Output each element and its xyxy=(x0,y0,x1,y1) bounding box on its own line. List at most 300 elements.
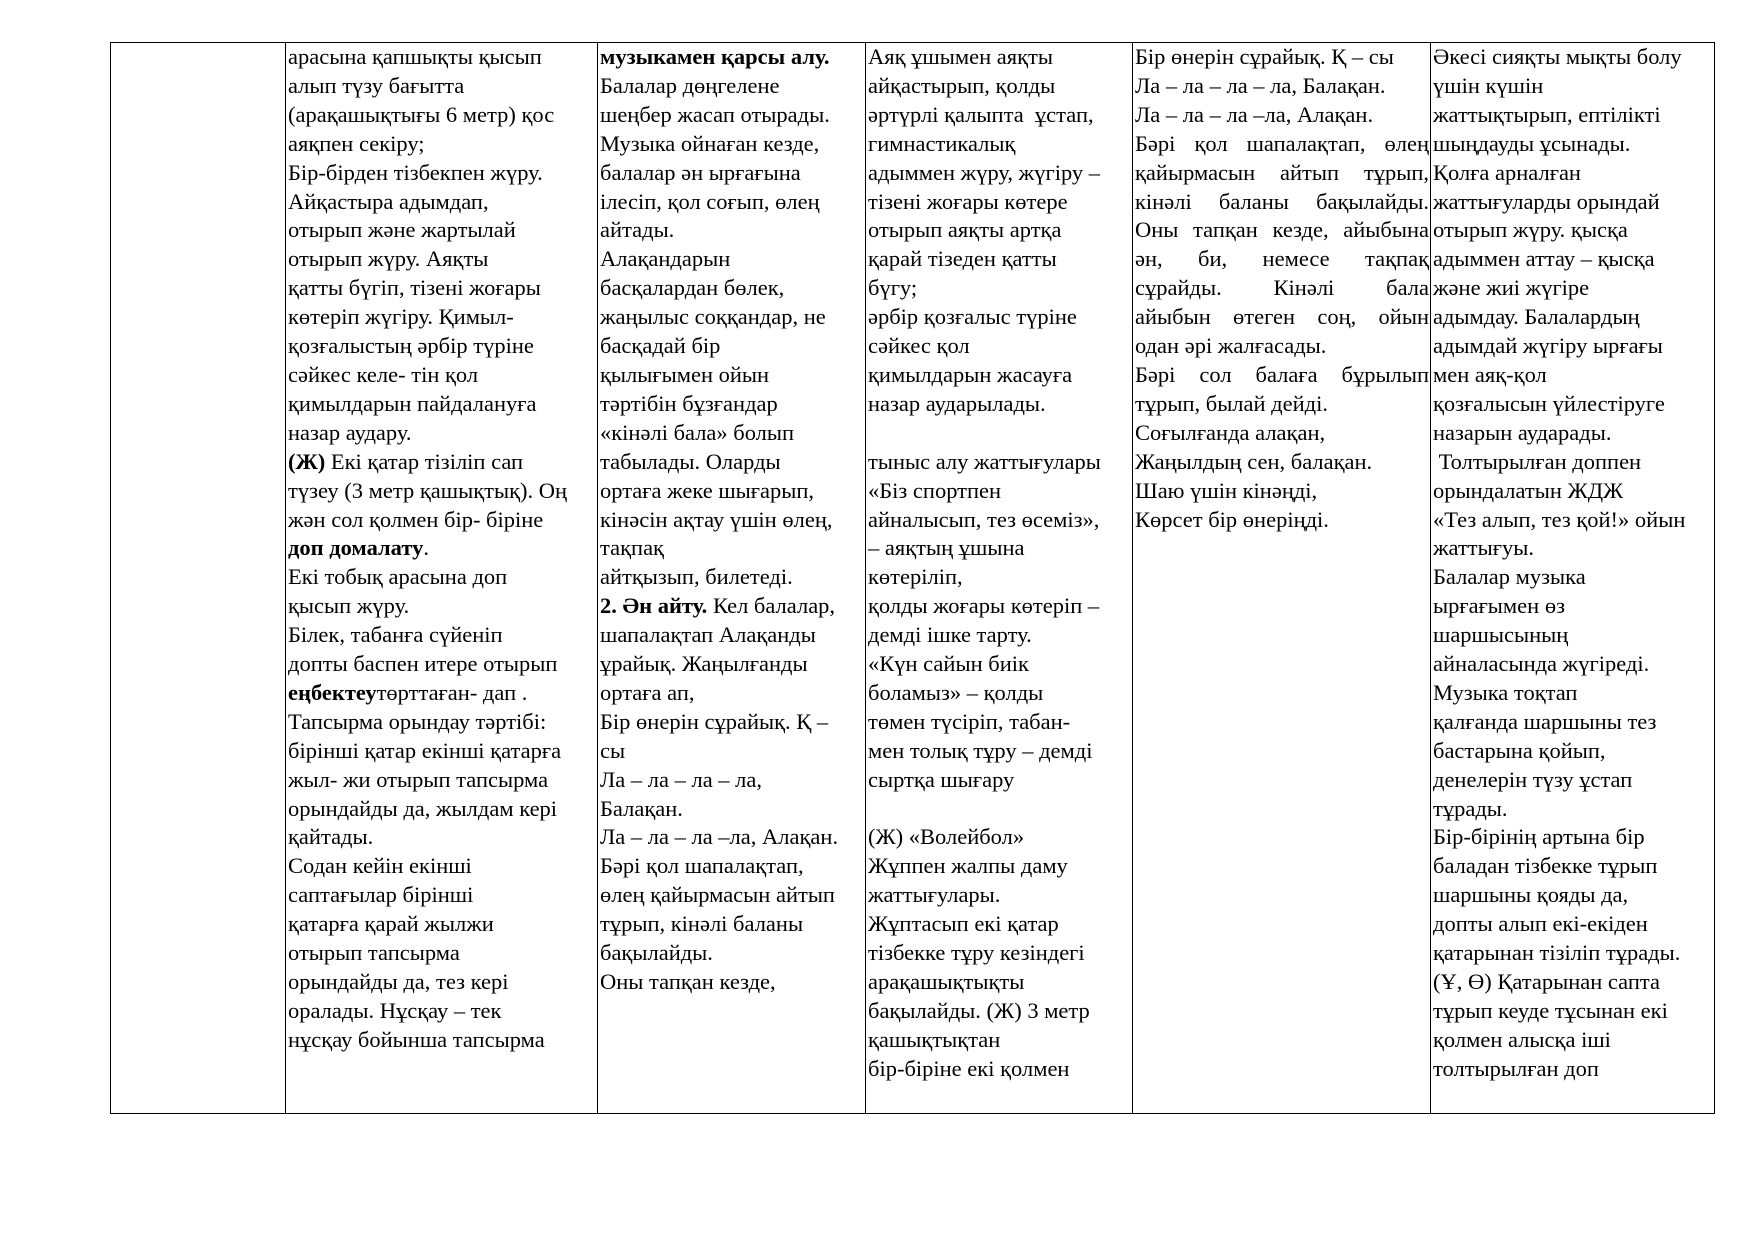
cell-text-line xyxy=(1433,852,1713,881)
cell-text-line xyxy=(868,1026,1131,1055)
cell-text-line xyxy=(600,534,864,563)
cell-text-line xyxy=(288,1026,596,1055)
text: орындайды да, тез кері xyxy=(288,969,509,994)
text: одан әрі жалғасады. xyxy=(1135,333,1327,359)
text: Балалар музыка xyxy=(1433,564,1586,590)
text: табылады. Оларды xyxy=(600,448,781,474)
text: отырып жүру. Аяқты xyxy=(288,246,489,272)
text: Бәрі сол балаға бұрылып xyxy=(1135,361,1429,387)
cell-text-line xyxy=(868,939,1131,968)
text: адыммен аттау – қысқа xyxy=(1433,246,1655,272)
text: шапалақтап Алақанды xyxy=(600,622,816,648)
cell-text-line xyxy=(1433,419,1713,448)
text: Аяқ ұшымен аяқты xyxy=(868,44,1053,69)
text: отырып және жартылай xyxy=(288,217,516,243)
cell-text-line xyxy=(1433,477,1713,506)
cell-text-line xyxy=(600,448,864,477)
cell-text-line xyxy=(868,795,1131,824)
text: Ла – ла – ла – ла, xyxy=(600,766,763,792)
cell-text-line xyxy=(868,303,1131,332)
text: Бәрі қол шапалақтап, өлең xyxy=(1135,130,1429,156)
cell-text-line xyxy=(868,708,1131,737)
text: қылығымен ойын xyxy=(600,361,770,387)
cell-text-line xyxy=(288,303,596,332)
cell-text-line xyxy=(868,332,1131,361)
text: Әкесі сияқты мықты болу xyxy=(1433,44,1682,69)
text: жаттықтырып, ептілікті xyxy=(1433,101,1661,127)
cell-text-line xyxy=(1135,43,1429,72)
text: бірінші қатар екінші қатарға xyxy=(288,737,562,763)
cell-text-line xyxy=(868,823,1131,852)
cell-text-line xyxy=(288,216,596,245)
text: «Тез алып, тез қой!» ойын xyxy=(1433,506,1686,532)
cell-text-line xyxy=(1433,881,1713,910)
text: жән сол қолмен бір- біріне xyxy=(288,506,544,532)
text: тұрып кеуде тұсынан екі xyxy=(1433,997,1668,1023)
text: қайтады. xyxy=(288,824,374,850)
text: қайырмасын айтып тұрып, xyxy=(1135,159,1429,185)
text: адымдай жүгіру ырғағы xyxy=(1433,333,1663,359)
cell-text-line xyxy=(600,939,864,968)
cell-text-line xyxy=(600,650,864,679)
text: Бір өнерін сұрайық. Қ – сы xyxy=(1135,44,1394,69)
text: (арақашықтығы 6 метр) қос xyxy=(288,101,555,127)
cell-text-line xyxy=(288,101,596,130)
text: тізбекке тұру кезіндегі xyxy=(868,940,1085,966)
cell-text-line xyxy=(1135,274,1429,303)
text: қозғалысын үйлестіруге xyxy=(1433,390,1665,416)
text: Ла – ла – ла –ла, Алақан. xyxy=(1135,101,1374,127)
table-cell-col-5 xyxy=(1133,43,1431,1114)
cell-text-line xyxy=(1135,303,1429,332)
cell-text-line xyxy=(868,534,1131,563)
text: қысып жүру. xyxy=(288,593,410,619)
text: шеңбер жасап отырады. xyxy=(600,101,830,127)
text: қарай тізеден қатты xyxy=(868,246,1057,272)
table-cell-col-3 xyxy=(598,43,866,1114)
cell-text-line xyxy=(288,766,596,795)
cell-text-line xyxy=(868,448,1131,477)
cell-text-line xyxy=(288,72,596,101)
text: тұрады. xyxy=(1433,795,1508,821)
cell-text-line xyxy=(288,881,596,910)
text: Жұппен жалпы даму xyxy=(868,853,1068,879)
cell-text-line xyxy=(600,506,864,535)
cell-text-line xyxy=(600,130,864,159)
text: кінәсін ақтау үшін өлең, xyxy=(600,506,833,532)
cell-text-line xyxy=(1433,1055,1713,1084)
cell-text-line xyxy=(868,737,1131,766)
cell-text-line xyxy=(1433,823,1713,852)
text: жаттығулары. xyxy=(868,882,1001,908)
cell-text-line xyxy=(868,72,1131,101)
cell-text-line xyxy=(868,592,1131,621)
cell-text-line xyxy=(868,216,1131,245)
cell-text-line xyxy=(600,245,864,274)
text: саптағылар бірінші xyxy=(288,882,474,908)
text: Бәрі қол шапалақтап, xyxy=(600,853,804,879)
text: бір-біріне екі қолмен xyxy=(868,1055,1070,1081)
text: адымдау. Балалардың xyxy=(1433,304,1640,330)
lesson-plan-table xyxy=(110,42,1715,1114)
cell-text-line xyxy=(1433,390,1713,419)
cell-text-line xyxy=(600,72,864,101)
text: сыртқа шығару xyxy=(868,766,1015,792)
text: отырып тапсырма xyxy=(288,940,460,966)
cell-text-line xyxy=(1433,188,1713,217)
cell-text-line xyxy=(1433,621,1713,650)
cell-text-line xyxy=(288,274,596,303)
cell-text-line xyxy=(600,881,864,910)
cell-text-line xyxy=(868,43,1131,72)
cell-text-line xyxy=(288,43,596,72)
text: Бір өнерін сұрайық. Қ – xyxy=(600,708,829,734)
text: орындайды да, жылдам кері xyxy=(288,795,558,821)
cell-text-line xyxy=(868,910,1131,939)
cell-text-line xyxy=(1135,130,1429,159)
text: Оны тапқан кезде, xyxy=(600,969,776,994)
cell-text-line xyxy=(288,477,596,506)
cell-text-line xyxy=(1433,303,1713,332)
cell-text-line xyxy=(1135,448,1429,477)
cell-text-line xyxy=(1433,910,1713,939)
cell-text-line xyxy=(1433,506,1713,535)
cell-text-line xyxy=(1433,216,1713,245)
cell-text-line xyxy=(1433,101,1713,130)
text: ән, би, немесе тақпақ xyxy=(1135,246,1429,272)
cell-text-line xyxy=(288,419,596,448)
text: ілесіп, қол соғып, өлең xyxy=(600,188,820,214)
cell-text-line xyxy=(1433,245,1713,274)
text: «кінәлі бала» болып xyxy=(600,419,795,445)
text: және жиі жүгіре xyxy=(1433,275,1590,301)
cell-text-line xyxy=(1135,72,1429,101)
cell-text-line xyxy=(1433,679,1713,708)
cell-text-line xyxy=(1433,968,1713,997)
cell-text-line xyxy=(600,274,864,303)
cell-text-line xyxy=(600,737,864,766)
text: алып түзу бағытта xyxy=(288,72,465,98)
cell-text-line xyxy=(288,650,596,679)
cell-text-line xyxy=(600,419,864,448)
cell-text-line xyxy=(288,968,596,997)
cell-text-line xyxy=(288,939,596,968)
cell-text-line xyxy=(600,679,864,708)
cell-text-line xyxy=(868,159,1131,188)
cell-text-line xyxy=(1433,274,1713,303)
cell-text-line xyxy=(288,997,596,1026)
bold-text: 2. Ән айту. xyxy=(600,593,708,619)
cell-text-line xyxy=(1135,332,1429,361)
text: тұрып, кінәлі баланы xyxy=(600,911,804,937)
text: арақашықтықты xyxy=(868,969,1025,994)
cell-text-line xyxy=(868,245,1131,274)
cell-text-line xyxy=(868,679,1131,708)
text: бақылайды. xyxy=(600,940,713,966)
text: гимнастикалық xyxy=(868,130,1016,156)
cell-text-line xyxy=(868,563,1131,592)
text: сы xyxy=(600,737,626,763)
text: (Ұ, Ө) Қатарынан сапта xyxy=(1433,969,1661,994)
text: қимылдарын пайдалануға xyxy=(288,390,537,416)
text: сұрайды. Кінәлі бала xyxy=(1135,275,1429,301)
text: денелерін түзу ұстап xyxy=(1433,766,1633,792)
cell-text-line xyxy=(288,737,596,766)
cell-text-line xyxy=(1433,534,1713,563)
text: қатарынан тізіліп тұрады. xyxy=(1433,940,1681,966)
text: айтқызып, билетеді. xyxy=(600,564,793,590)
cell-text-line xyxy=(1135,390,1429,419)
text: Оны тапқан кезде, айыбына xyxy=(1135,217,1429,243)
cell-text-line xyxy=(288,130,596,159)
cell-text-line xyxy=(868,274,1131,303)
cell-text-line xyxy=(1135,216,1429,245)
cell-text-line xyxy=(1433,737,1713,766)
text: айналысып, тез өсеміз», xyxy=(868,506,1100,532)
cell-text-line xyxy=(600,159,864,188)
cell-text-line xyxy=(1135,361,1429,390)
text: айтады. xyxy=(600,217,675,243)
text: нұсқау бойынша тапсырма xyxy=(288,1026,545,1052)
cell-text-line xyxy=(868,101,1131,130)
text: ұрайық. Жаңылғанды xyxy=(600,651,808,677)
text: тізені жоғары көтере xyxy=(868,188,1068,214)
text: ортаға жеке шығарып, xyxy=(600,477,815,503)
text: төмен түсіріп, табан- xyxy=(868,708,1071,734)
cell-text-line xyxy=(600,390,864,419)
cell-text-line xyxy=(288,390,596,419)
text: жаңылыс соққандар, не xyxy=(600,304,826,330)
cell-text-line xyxy=(868,390,1131,419)
text: шаршыны қояды да, xyxy=(1433,882,1629,908)
cell-text-line xyxy=(1433,361,1713,390)
cell-text-line xyxy=(1433,939,1713,968)
cell-text-line xyxy=(600,708,864,737)
text: шыңдауды ұсынады. xyxy=(1433,130,1631,156)
cell-text-line xyxy=(868,968,1131,997)
cell-text-line xyxy=(868,881,1131,910)
cell-text-line xyxy=(1433,766,1713,795)
cell-text-line xyxy=(600,477,864,506)
text: кінәлі баланы бақылайды. xyxy=(1135,188,1429,214)
text: қалғанда шаршыны тез xyxy=(1433,708,1657,734)
text: әрбір қозғалыс түріне xyxy=(868,304,1077,330)
text: «Күн сайын биік xyxy=(868,651,1029,677)
text: басқадай бір xyxy=(600,333,721,359)
cell-text-line xyxy=(288,679,596,708)
text: боламыз» – қолды xyxy=(868,679,1044,705)
cell-text-line xyxy=(600,852,864,881)
cell-text-line xyxy=(600,592,864,621)
text-after: . xyxy=(423,535,429,561)
cell-text-line xyxy=(1135,101,1429,130)
text: мен толық тұру – демді xyxy=(868,737,1093,763)
cell-text-line xyxy=(868,997,1131,1026)
cell-text-line xyxy=(1433,159,1713,188)
cell-text-line xyxy=(600,968,864,997)
cell-text-line xyxy=(288,708,596,737)
text: назар аударылады. xyxy=(868,390,1046,416)
text: бақылайды. (Ж) 3 метр xyxy=(868,997,1090,1023)
text: Музыка ойнаған кезде, xyxy=(600,130,820,156)
text: көтеріліп, xyxy=(868,564,963,590)
bold-text: доп домалату xyxy=(288,535,424,561)
cell-text-line xyxy=(1433,997,1713,1026)
cell-text-line xyxy=(288,448,596,477)
cell-text-line xyxy=(868,621,1131,650)
cell-text-line xyxy=(1433,1026,1713,1055)
text: Екі тобық арасына доп xyxy=(288,564,508,590)
cell-text-line xyxy=(288,563,596,592)
cell-text-line xyxy=(288,852,596,881)
cell-text-line xyxy=(868,419,1131,448)
text: Ла – ла – ла – ла, Балақан. xyxy=(1135,72,1386,98)
cell-text-line xyxy=(600,563,864,592)
cell-text-line xyxy=(288,534,596,563)
text: назарын аударады. xyxy=(1433,419,1612,445)
text: тыныс алу жаттығулары xyxy=(868,448,1101,474)
cell-text-line xyxy=(1135,188,1429,217)
bold-text: (Ж) xyxy=(288,448,326,474)
cell-text-line xyxy=(1135,506,1429,535)
cell-text-line xyxy=(1433,43,1713,72)
cell-text-line xyxy=(1135,159,1429,188)
text: Соғылғанда алақан, xyxy=(1135,419,1326,445)
text: Толтырылған доппен xyxy=(1433,448,1642,474)
text: Айқастыра адымдап, xyxy=(288,188,489,214)
text: Екі қатар тізіліп сап xyxy=(325,448,524,474)
text: Содан кейін екінші xyxy=(288,853,472,879)
text: оралады. Нұсқау – тек xyxy=(288,997,502,1023)
cell-text-line xyxy=(1433,563,1713,592)
cell-text-line xyxy=(288,159,596,188)
text: Көрсет бір өнеріңді. xyxy=(1135,506,1329,532)
text: Бір-бірінің артына бір xyxy=(1433,824,1645,850)
text: тәртібін бұзғандар xyxy=(600,390,778,416)
text: түзеу (3 метр қашықтық). Оң xyxy=(288,477,568,503)
text: балалар ән ырғағына xyxy=(600,159,801,185)
cell-text-line xyxy=(600,43,864,72)
text: қозғалыстың әрбір түріне xyxy=(288,333,534,359)
cell-text-line xyxy=(868,361,1131,390)
cell-text-line xyxy=(288,795,596,824)
table-cell-col-2 xyxy=(286,43,598,1114)
text: бастарына қойып, xyxy=(1433,737,1606,763)
cell-text-line xyxy=(288,361,596,390)
cell-text-line xyxy=(600,188,864,217)
text: қашықтықтан xyxy=(868,1026,1001,1052)
text: мен аяқ-қол xyxy=(1433,361,1547,387)
text: қолды жоғары көтеріп – xyxy=(868,593,1100,619)
cell-text-line xyxy=(1433,72,1713,101)
cell-text-line xyxy=(868,650,1131,679)
text: Балақан. xyxy=(600,795,683,821)
text: Шаю үшін кінәңді, xyxy=(1135,477,1318,503)
cell-text-line xyxy=(1433,592,1713,621)
text: қимылдарын жасауға xyxy=(868,361,1073,387)
cell-text-line xyxy=(600,621,864,650)
text: үшін күшін xyxy=(1433,72,1544,98)
text: Білек, табанға сүйеніп xyxy=(288,622,503,648)
cell-text-line xyxy=(600,823,864,852)
text: айналасында жүгіреді. xyxy=(1433,651,1650,677)
text: Қолға арналған xyxy=(1433,159,1581,185)
bold-text: музыкамен қарсы алу. xyxy=(600,44,830,69)
cell-text-line xyxy=(288,188,596,217)
cell-text-line xyxy=(1433,650,1713,679)
text: сәйкес қол xyxy=(868,333,970,359)
cell-text-line xyxy=(600,101,864,130)
cell-text-line xyxy=(868,506,1131,535)
cell-text-line xyxy=(868,1055,1131,1084)
cell-text-line xyxy=(288,910,596,939)
text: көтеріп жүгіру. Қимыл- xyxy=(288,304,514,330)
text: Кел балалар, xyxy=(707,593,836,619)
text: өлең қайырмасын айтып xyxy=(600,882,835,908)
table-cell-col-1 xyxy=(111,43,286,1114)
text: – аяқтың ұшына xyxy=(868,535,1025,561)
text: «Біз спортпен xyxy=(868,477,1002,503)
text: арасына қапшықты қысып xyxy=(288,44,542,69)
text: отырып аяқты артқа xyxy=(868,217,1062,243)
text: әртүрлі қалыпта ұстап, xyxy=(868,101,1094,127)
text: Балалар дөңгелене xyxy=(600,72,780,98)
text: сәйкес келе- тін қол xyxy=(288,361,479,387)
cell-text-line xyxy=(1433,708,1713,737)
text: Жаңылдың сен, балақан. xyxy=(1135,448,1373,474)
text: Алақандарын xyxy=(600,246,731,272)
text: тақпақ xyxy=(600,535,664,561)
text: демді ішке тарту. xyxy=(868,622,1032,648)
cell-text-line xyxy=(1433,332,1713,361)
cell-text-line xyxy=(600,795,864,824)
cell-text-line xyxy=(288,506,596,535)
text: қатты бүгіп, тізені жоғары xyxy=(288,275,541,301)
text: басқалардан бөлек, xyxy=(600,275,785,301)
cell-text-line xyxy=(600,303,864,332)
text: Тапсырма орындау тәртібі: xyxy=(288,708,547,734)
cell-text-line xyxy=(288,592,596,621)
cell-text-line xyxy=(288,823,596,852)
text: қолмен алысқа іші xyxy=(1433,1026,1611,1052)
text: ырғағымен өз xyxy=(1433,593,1565,619)
text: орындалатын ЖДЖ xyxy=(1433,477,1624,503)
text: бүгу; xyxy=(868,275,918,301)
text: төрттаған- дап xyxy=(376,679,522,705)
text: қатарға қарай жылжи xyxy=(288,911,494,937)
text: айыбын өтеген соң, ойын xyxy=(1135,304,1429,330)
table-cell-col-4 xyxy=(866,43,1133,1114)
text-after: . xyxy=(521,679,528,705)
text: айқастырып, қолды xyxy=(868,72,1056,98)
cell-text-line xyxy=(600,216,864,245)
text: жыл- жи отырып тапсырма xyxy=(288,766,549,792)
table-row xyxy=(111,43,1715,1114)
text: аяқпен секіру; xyxy=(288,130,425,156)
cell-text-line xyxy=(288,621,596,650)
cell-text-line xyxy=(1135,245,1429,274)
cell-text-line xyxy=(288,245,596,274)
cell-text-line xyxy=(868,188,1131,217)
table-cell-col-6 xyxy=(1431,43,1715,1114)
bold-text: еңбектеу xyxy=(288,679,377,705)
text: жаттығуларды орындай xyxy=(1433,188,1660,214)
cell-text-line xyxy=(600,361,864,390)
text: тұрып, былай дейді. xyxy=(1135,390,1328,416)
cell-text-line xyxy=(600,766,864,795)
text: ортаға ап, xyxy=(600,679,695,705)
text: баладан тізбекке тұрып xyxy=(1433,853,1658,879)
